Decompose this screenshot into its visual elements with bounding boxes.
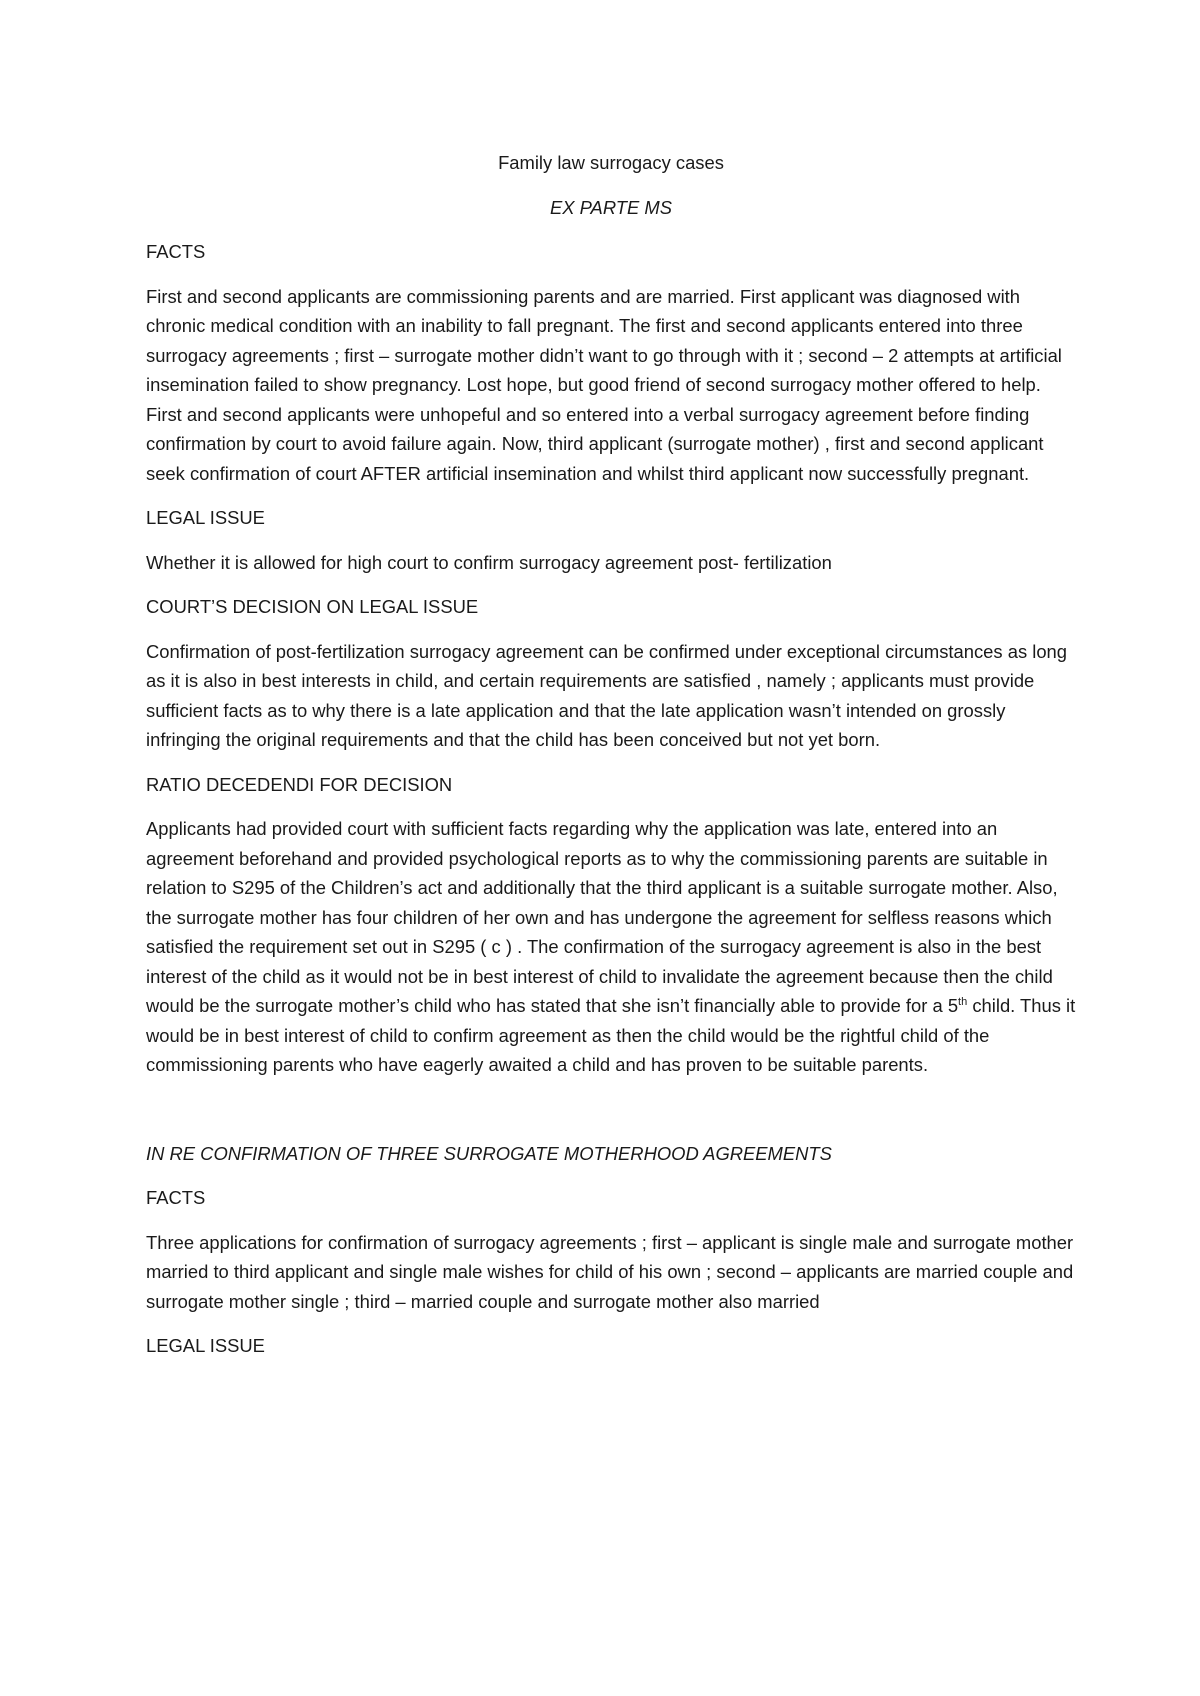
section-spacer xyxy=(146,1095,1076,1139)
ratio-heading: RATIO DECEDENDI FOR DECISION xyxy=(146,773,453,795)
ratio-text-part-2: child. Thus it would be in best interest of child to confirm agreement as then the child would be the rightful child of the commissioning parents who have eagerly awaited a child and has proven to be suitable parents. xyxy=(146,995,1076,1075)
facts-paragraph: First and second applicants are commissioning parents and are married. First applicant was diagnosed with chronic medical condition with an inability to fall pregnant. The first and second applicants entered into three surrogacy agreements ; first – surrogate mother didn’t want to go through with it ; second – 2 attempts at artificial insemination failed to show pregnancy. Lost hope, but good friend of second surrogacy mother offered to help. First and second applicants were unhopeful and so entered into a verbal surrogacy agreement before finding confirmation by court to avoid failure again. Now, third applicant (surrogate mother) , first and second applicant seek confirmation of court AFTER artificial insemination and whilst third applicant now successfully pregnant. xyxy=(146,285,1062,484)
document-body xyxy=(146,148,1076,1376)
case-title-three-surrogate-agreements: IN RE CONFIRMATION OF THREE SURROGATE MOTHERHOOD AGREEMENTS xyxy=(146,1142,832,1164)
court-decision-heading: COURT’S DECISION ON LEGAL ISSUE xyxy=(146,596,479,617)
ratio-superscript: th xyxy=(958,995,968,1008)
case-title-ex-parte-ms: EX PARTE MS xyxy=(550,196,672,218)
ratio-paragraph xyxy=(146,814,1076,1080)
ratio-text-part-1: Applicants had provided court with sufficient facts regarding why the application was late, entered into an agreement beforehand and provided psychological reports as to why the commissioning parents are suitable in relation to S295 of the Children’s act and additionally that the third applicant is a suitable surrogate mother. Also, the surrogate mother has four children of her own and has undergone the agreement for selfless reasons which satisfied the requirement set out in S295 ( c ) . The confirmation of the surrogacy agreement is also in the best interest of the child as it would not be in best interest of child to invalidate the agreement because then the child would be the surrogate mother’s child who has stated that she isn’t financially able to provide for a 5 xyxy=(146,818,1058,1016)
facts-heading: FACTS xyxy=(146,241,206,262)
facts-paragraph-case-2: Three applications for confirmation of surrogacy agreements ; first – applicant is single male and surrogate mother married to third applicant and single male wishes for child of his own ; second – applicants are married couple and surrogate mother single ; third – married couple and surrogate mother also married xyxy=(146,1231,1074,1312)
facts-heading-case-2: FACTS xyxy=(146,1187,206,1208)
legal-issue-heading-case-2: LEGAL ISSUE xyxy=(146,1335,265,1356)
legal-issue-paragraph: Whether it is allowed for high court to confirm surrogacy agreement post- fertilization xyxy=(146,551,832,573)
document-title: Family law surrogacy cases xyxy=(498,152,724,173)
court-decision-paragraph: Confirmation of post-fertilization surrogacy agreement can be confirmed under exceptional circumstances as long as it is also in best interests in child, and certain requirements are satisfied , namely ; applicants must provide sufficient facts as to why there is a late application and that the late application wasn’t intended on grossly infringing the original requirements and that the child has been conceived but not yet born. xyxy=(146,640,1068,750)
legal-issue-heading: LEGAL ISSUE xyxy=(146,507,265,528)
